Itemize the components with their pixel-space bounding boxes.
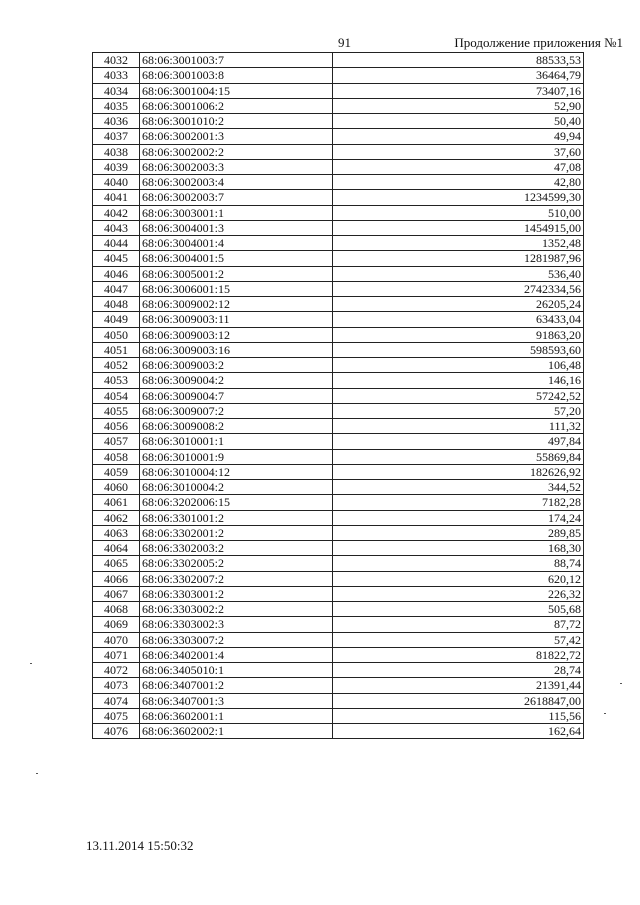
- row-number-cell: 4073: [93, 678, 140, 693]
- table-row: [93, 449, 584, 464]
- value-cell: 598593,60: [333, 342, 584, 357]
- table-row: [93, 312, 584, 327]
- value-cell: 52,90: [333, 98, 584, 113]
- value-cell: 111,32: [333, 419, 584, 434]
- row-number-cell: 4062: [93, 510, 140, 525]
- table-row: [93, 586, 584, 601]
- table-row: [93, 190, 584, 205]
- row-number-cell: 4032: [93, 53, 140, 68]
- row-number-cell: 4042: [93, 205, 140, 220]
- cadastral-number-cell: 68:06:3001003:8: [140, 68, 333, 83]
- value-cell: 55869,84: [333, 449, 584, 464]
- row-number-cell: 4061: [93, 495, 140, 510]
- value-cell: 57242,52: [333, 388, 584, 403]
- cadastral-number-cell: 68:06:3004001:5: [140, 251, 333, 266]
- cadastral-number-cell: 68:06:3009004:7: [140, 388, 333, 403]
- value-cell: 7182,28: [333, 495, 584, 510]
- table-row: [93, 342, 584, 357]
- cadastral-number-cell: 68:06:3004001:3: [140, 220, 333, 235]
- row-number-cell: 4074: [93, 693, 140, 708]
- row-number-cell: 4047: [93, 281, 140, 296]
- value-cell: 26205,24: [333, 297, 584, 312]
- cadastral-number-cell: 68:06:3009008:2: [140, 419, 333, 434]
- table-row: [93, 724, 584, 739]
- table-row: [93, 632, 584, 647]
- cadastral-number-cell: 68:06:3302001:2: [140, 525, 333, 540]
- value-cell: 344,52: [333, 480, 584, 495]
- row-number-cell: 4060: [93, 480, 140, 495]
- row-number-cell: 4038: [93, 144, 140, 159]
- row-number-cell: 4044: [93, 236, 140, 251]
- table-row: [93, 571, 584, 586]
- table-row: [93, 114, 584, 129]
- cadastral-number-cell: 68:06:3302007:2: [140, 571, 333, 586]
- table-row: [93, 83, 584, 98]
- table-row: [93, 205, 584, 220]
- table-row: [93, 708, 584, 723]
- table-row: [93, 98, 584, 113]
- row-number-cell: 4043: [93, 220, 140, 235]
- cadastral-number-cell: 68:06:3009003:11: [140, 312, 333, 327]
- table-row: [93, 281, 584, 296]
- cadastral-number-cell: 68:06:3010004:12: [140, 464, 333, 479]
- cadastral-number-cell: 68:06:3402001:4: [140, 647, 333, 662]
- row-number-cell: 4037: [93, 129, 140, 144]
- cadastral-number-cell: 68:06:3009002:12: [140, 297, 333, 312]
- cadastral-number-cell: 68:06:3001003:7: [140, 53, 333, 68]
- value-cell: 1352,48: [333, 236, 584, 251]
- cadastral-number-cell: 68:06:3301001:2: [140, 510, 333, 525]
- row-number-cell: 4033: [93, 68, 140, 83]
- continuation-label: Продолжение приложения №1: [454, 35, 623, 50]
- table-row: [93, 53, 584, 68]
- table-row: [93, 495, 584, 510]
- cadastral-number-cell: 68:06:3010001:9: [140, 449, 333, 464]
- cadastral-number-cell: 68:06:3001004:15: [140, 83, 333, 98]
- cadastral-number-cell: 68:06:3010004:2: [140, 480, 333, 495]
- value-cell: 2742334,56: [333, 281, 584, 296]
- cadastral-number-cell: 68:06:3002003:4: [140, 175, 333, 190]
- table-row: [93, 327, 584, 342]
- value-cell: 115,56: [333, 708, 584, 723]
- cadastral-number-cell: 68:06:3009003:16: [140, 342, 333, 357]
- table-row: [93, 525, 584, 540]
- value-cell: 81822,72: [333, 647, 584, 662]
- cadastral-number-cell: 68:06:3009007:2: [140, 403, 333, 418]
- table-row: [93, 129, 584, 144]
- row-number-cell: 4039: [93, 159, 140, 174]
- value-cell: 1281987,96: [333, 251, 584, 266]
- row-number-cell: 4064: [93, 541, 140, 556]
- value-cell: 106,48: [333, 358, 584, 373]
- row-number-cell: 4055: [93, 403, 140, 418]
- value-cell: 174,24: [333, 510, 584, 525]
- value-cell: 168,30: [333, 541, 584, 556]
- cadastral-number-cell: 68:06:3303001:2: [140, 586, 333, 601]
- cadastral-number-cell: 68:06:3407001:2: [140, 678, 333, 693]
- scan-speck: [36, 773, 38, 774]
- table-body: [93, 53, 584, 739]
- row-number-cell: 4048: [93, 297, 140, 312]
- value-cell: 49,94: [333, 129, 584, 144]
- value-cell: 28,74: [333, 663, 584, 678]
- table-row: [93, 297, 584, 312]
- cadastral-number-cell: 68:06:3407001:3: [140, 693, 333, 708]
- row-number-cell: 4054: [93, 388, 140, 403]
- row-number-cell: 4058: [93, 449, 140, 464]
- value-cell: 88,74: [333, 556, 584, 571]
- table-row: [93, 647, 584, 662]
- cadastral-number-cell: 68:06:3303002:3: [140, 617, 333, 632]
- value-cell: 289,85: [333, 525, 584, 540]
- value-cell: 21391,44: [333, 678, 584, 693]
- table-row: [93, 419, 584, 434]
- value-cell: 162,64: [333, 724, 584, 739]
- table-row: [93, 266, 584, 281]
- cadastral-number-cell: 68:06:3202006:15: [140, 495, 333, 510]
- row-number-cell: 4053: [93, 373, 140, 388]
- value-cell: 91863,20: [333, 327, 584, 342]
- row-number-cell: 4041: [93, 190, 140, 205]
- cadastral-number-cell: 68:06:3006001:15: [140, 281, 333, 296]
- scan-speck: [620, 683, 622, 684]
- table-row: [93, 159, 584, 174]
- row-number-cell: 4057: [93, 434, 140, 449]
- cadastral-number-cell: 68:06:3303002:2: [140, 602, 333, 617]
- cadastral-number-cell: 68:06:3001010:2: [140, 114, 333, 129]
- table-row: [93, 68, 584, 83]
- value-cell: 620,12: [333, 571, 584, 586]
- row-number-cell: 4075: [93, 708, 140, 723]
- row-number-cell: 4051: [93, 342, 140, 357]
- table-row: [93, 434, 584, 449]
- row-number-cell: 4072: [93, 663, 140, 678]
- value-cell: 73407,16: [333, 83, 584, 98]
- value-cell: 1234599,30: [333, 190, 584, 205]
- cadastral-number-cell: 68:06:3010001:1: [140, 434, 333, 449]
- row-number-cell: 4046: [93, 266, 140, 281]
- row-number-cell: 4063: [93, 525, 140, 540]
- table-row: [93, 556, 584, 571]
- cadastral-number-cell: 68:06:3002003:7: [140, 190, 333, 205]
- table-row: [93, 693, 584, 708]
- value-cell: 36464,79: [333, 68, 584, 83]
- row-number-cell: 4068: [93, 602, 140, 617]
- cadastral-number-cell: 68:06:3303007:2: [140, 632, 333, 647]
- value-cell: 88533,53: [333, 53, 584, 68]
- scan-speck: [604, 713, 606, 714]
- cadastral-number-cell: 68:06:3003001:1: [140, 205, 333, 220]
- value-cell: 42,80: [333, 175, 584, 190]
- row-number-cell: 4036: [93, 114, 140, 129]
- row-number-cell: 4065: [93, 556, 140, 571]
- row-number-cell: 4067: [93, 586, 140, 601]
- cadastral-number-cell: 68:06:3302003:2: [140, 541, 333, 556]
- value-cell: 37,60: [333, 144, 584, 159]
- table-row: [93, 678, 584, 693]
- value-cell: 87,72: [333, 617, 584, 632]
- page-number: 91: [338, 35, 351, 50]
- value-cell: 505,68: [333, 602, 584, 617]
- cadastral-number-cell: 68:06:3002002:2: [140, 144, 333, 159]
- row-number-cell: 4071: [93, 647, 140, 662]
- timestamp: 13.11.2014 15:50:32: [86, 838, 194, 853]
- row-number-cell: 4056: [93, 419, 140, 434]
- table-row: [93, 617, 584, 632]
- table-row: [93, 358, 584, 373]
- scan-speck: [30, 663, 32, 664]
- cadastral-number-cell: 68:06:3009004:2: [140, 373, 333, 388]
- value-cell: 536,40: [333, 266, 584, 281]
- table-row: [93, 480, 584, 495]
- row-number-cell: 4050: [93, 327, 140, 342]
- row-number-cell: 4035: [93, 98, 140, 113]
- row-number-cell: 4076: [93, 724, 140, 739]
- table-row: [93, 403, 584, 418]
- value-cell: 182626,92: [333, 464, 584, 479]
- cadastral-number-cell: 68:06:3009003:12: [140, 327, 333, 342]
- value-cell: 146,16: [333, 373, 584, 388]
- cadastral-number-cell: 68:06:3602001:1: [140, 708, 333, 723]
- cadastral-number-cell: 68:06:3302005:2: [140, 556, 333, 571]
- cadastral-number-cell: 68:06:3001006:2: [140, 98, 333, 113]
- value-cell: 57,42: [333, 632, 584, 647]
- table-row: [93, 236, 584, 251]
- cadastral-number-cell: 68:06:3002001:3: [140, 129, 333, 144]
- table-row: [93, 373, 584, 388]
- row-number-cell: 4059: [93, 464, 140, 479]
- value-cell: 50,40: [333, 114, 584, 129]
- cadastral-number-cell: 68:06:3005001:2: [140, 266, 333, 281]
- value-cell: 57,20: [333, 403, 584, 418]
- row-number-cell: 4066: [93, 571, 140, 586]
- value-cell: 510,00: [333, 205, 584, 220]
- cadastral-number-cell: 68:06:3009003:2: [140, 358, 333, 373]
- row-number-cell: 4049: [93, 312, 140, 327]
- cadastral-number-cell: 68:06:3002003:3: [140, 159, 333, 174]
- table-row: [93, 251, 584, 266]
- row-number-cell: 4052: [93, 358, 140, 373]
- table-row: [93, 602, 584, 617]
- table-row: [93, 220, 584, 235]
- value-cell: 226,32: [333, 586, 584, 601]
- value-cell: 497,84: [333, 434, 584, 449]
- row-number-cell: 4034: [93, 83, 140, 98]
- row-number-cell: 4069: [93, 617, 140, 632]
- row-number-cell: 4045: [93, 251, 140, 266]
- cadastral-number-cell: 68:06:3602002:1: [140, 724, 333, 739]
- value-cell: 63433,04: [333, 312, 584, 327]
- cadastral-number-cell: 68:06:3405010:1: [140, 663, 333, 678]
- row-number-cell: 4070: [93, 632, 140, 647]
- table-row: [93, 175, 584, 190]
- cadastral-number-cell: 68:06:3004001:4: [140, 236, 333, 251]
- value-cell: 1454915,00: [333, 220, 584, 235]
- data-table: [92, 52, 584, 739]
- table-row: [93, 541, 584, 556]
- table-row: [93, 388, 584, 403]
- table-row: [93, 510, 584, 525]
- table-row: [93, 144, 584, 159]
- value-cell: 2618847,00: [333, 693, 584, 708]
- table-row: [93, 663, 584, 678]
- row-number-cell: 4040: [93, 175, 140, 190]
- value-cell: 47,08: [333, 159, 584, 174]
- table-row: [93, 464, 584, 479]
